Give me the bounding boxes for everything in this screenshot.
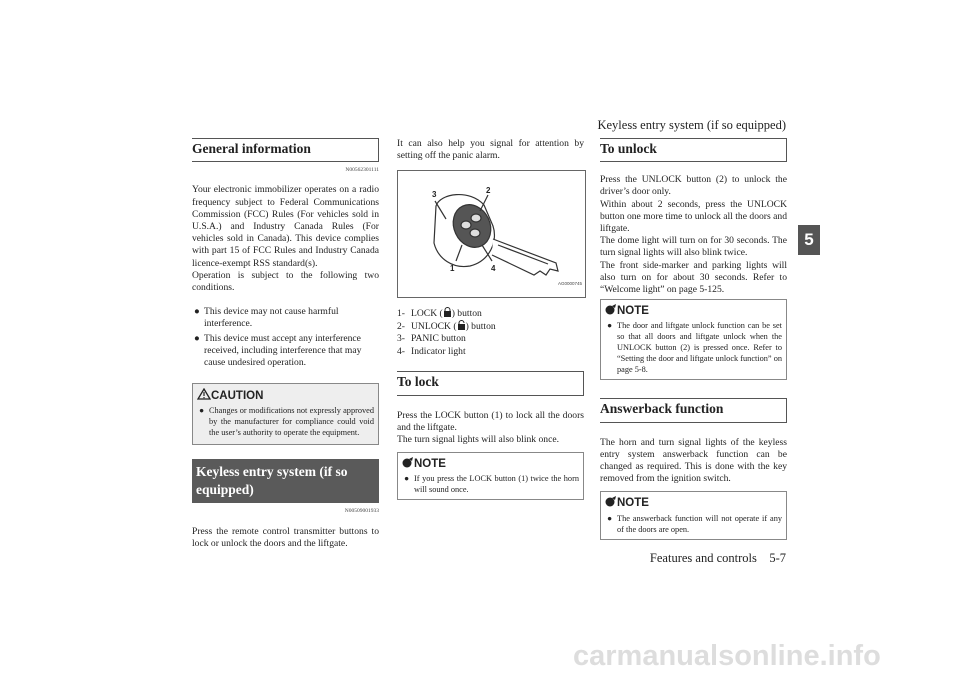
bullet-dot-icon: ● — [404, 474, 410, 484]
bullet-dot-icon: ● — [194, 332, 200, 344]
callout-1: 1 — [450, 264, 455, 274]
lock-paragraph: Press the LOCK button (1) to lock all the doors and the liftgate. — [397, 409, 584, 433]
general-information-heading: General information — [192, 138, 379, 162]
note-text: ● The answerback function will not operate if any of the doors are open. — [607, 513, 782, 534]
general-paragraph-2: Operation is subject to the following two conditions. — [192, 269, 379, 294]
caution-box — [192, 383, 379, 445]
section-code: N00562301111 — [345, 167, 379, 174]
unlock-paragraph: Press the UNLOCK button (2) to unlock the driver’s door only. — [600, 174, 787, 198]
keyless-entry-paragraph: Press the remote control transmitter buttons to lock or unlock the doors and the liftgate. — [192, 525, 379, 549]
intro-paragraph: It can also help you signal for attention by setting off the panic alarm. — [397, 138, 584, 162]
bullet-dot-icon: ● — [607, 513, 613, 523]
watermark: carmanualsonline.info — [573, 640, 881, 672]
bullet-item: ● This device may not cause harmful interference. — [194, 306, 339, 330]
note-box — [397, 452, 584, 500]
unlock-icon — [457, 320, 466, 330]
legend-item: 2- UNLOCK ( ) button — [397, 321, 496, 333]
callout-3: 3 — [432, 190, 437, 200]
note-title: NOTE — [605, 304, 782, 317]
legend-item: 1- LOCK ( ) button — [397, 308, 482, 320]
unlock-paragraph: Within about 2 seconds, press the UNLOCK button one more time to unlock all the doors and liftgate. — [600, 198, 787, 235]
note-pencil-icon — [605, 496, 617, 507]
legend-item: 4- Indicator light — [397, 346, 466, 358]
note-pencil-icon — [605, 304, 617, 315]
callout-4: 4 — [491, 264, 496, 274]
general-paragraph: Your electronic immobilizer operates on a radio frequency subject to Federal Communications Commission (FCC) Rules (For vehicles sold in U.S.A.) and Industry Canada Rules (For vehicles sold in Canada). This device complies with part 15 of FCC Rules and Industry Canada licence-exempt RSS standard(s). — [192, 184, 379, 269]
answerback-paragraph: The horn and turn signal lights of the keyless entry system answerback function can be changed as required. This is done with the key removed from the ignition switch. — [600, 436, 787, 485]
warning-triangle-icon — [197, 388, 211, 400]
keyless-entry-heading: Keyless entry system (if so equipped) — [192, 459, 379, 503]
bullet-dot-icon: ● — [194, 306, 200, 318]
lock-icon — [443, 307, 452, 317]
to-lock-heading: To lock — [397, 371, 584, 395]
note-title: NOTE — [402, 457, 579, 470]
caution-title: CAUTION — [197, 388, 374, 402]
legend-item: 3- PANIC button — [397, 333, 466, 345]
caution-text: ● Changes or modifications not expressly approved by the manufacturer for compliance could void the user’s authority to operate the equipment. — [199, 406, 374, 438]
figure-legend — [397, 307, 584, 359]
key-illustration — [397, 170, 586, 298]
column-3 — [600, 138, 787, 540]
note-box — [600, 299, 787, 380]
chapter-tab: 5 — [798, 225, 820, 255]
answerback-heading: Answerback function — [600, 398, 787, 422]
unlock-paragraph: The dome light will turn on for 30 seconds. The turn signal lights will also blink twice. — [600, 235, 787, 259]
page-header-title: Keyless entry system (if so equipped) — [597, 118, 786, 132]
column-2 — [397, 138, 584, 500]
note-title: NOTE — [605, 496, 782, 509]
section-code: N00509001933 — [344, 508, 379, 515]
note-text: ● The door and liftgate unlock function can be set so that all doors and liftgate unlock when the UNLOCK button (2) is pressed once. Refer to “Setting the door and liftgate unlock function” on page 5-8. — [607, 321, 782, 375]
bullet-dot-icon: ● — [199, 406, 205, 416]
note-pencil-icon — [402, 457, 414, 468]
page-footer: Features and controls 5-7 — [649, 551, 786, 565]
remote-key-icon — [398, 171, 585, 297]
column-1 — [192, 138, 379, 550]
bullet-item: ● This device must accept any interference received, including interference that may cause undesired operation. — [194, 332, 362, 369]
unlock-paragraph: The front side-marker and parking lights will also turn on for about 30 seconds. Refer to “Welcome light” on page 5-125. — [600, 259, 787, 296]
bullet-dot-icon: ● — [607, 321, 613, 331]
to-unlock-heading: To unlock — [600, 138, 787, 162]
callout-2: 2 — [486, 186, 491, 196]
note-box — [600, 491, 787, 539]
figure-code: AG0000745 — [558, 281, 583, 287]
lock-paragraph-2: The turn signal lights will also blink once. — [397, 434, 560, 446]
note-text: ● If you press the LOCK button (1) twice the horn will sound once. — [404, 474, 579, 495]
